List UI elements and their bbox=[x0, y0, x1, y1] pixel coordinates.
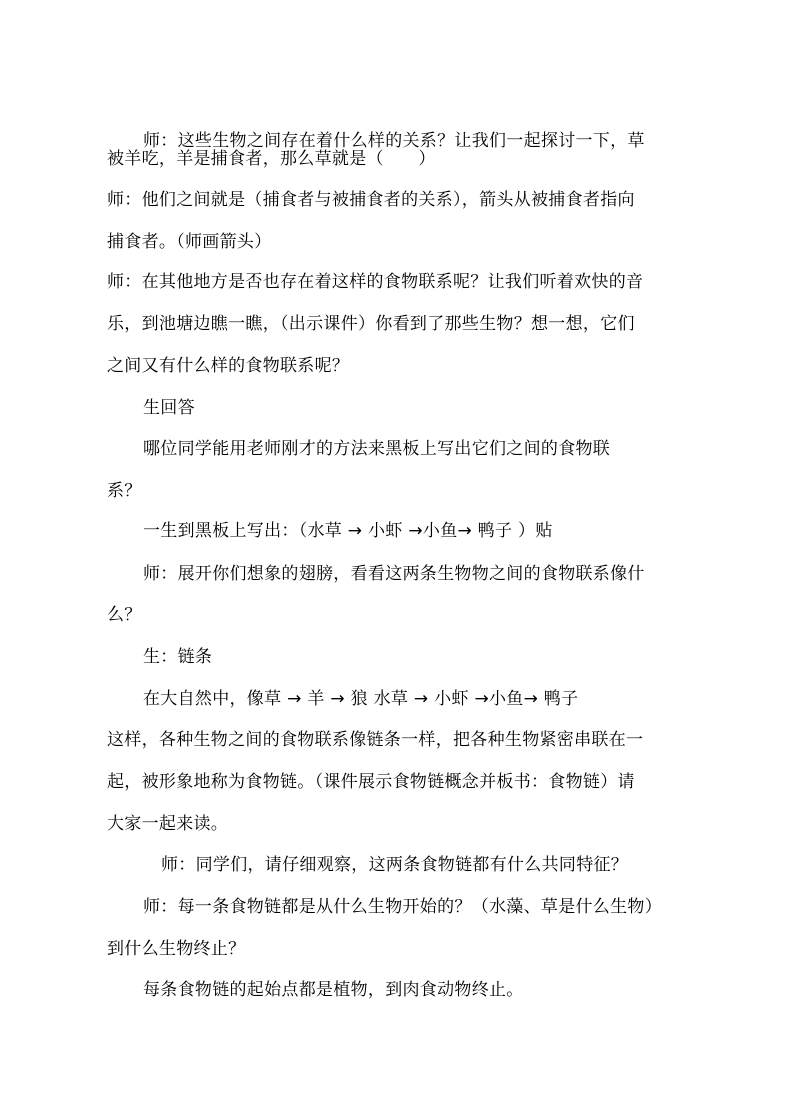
text-line-10: 系？ bbox=[107, 481, 142, 501]
text-line-5: 师：在其他地方是否也存在着这样的食物联系呢？让我们听着欢快的音 bbox=[107, 272, 644, 292]
text-line-9: 哪位同学能用老师刚才的方法来黑板上写出它们之间的食物联 bbox=[143, 439, 611, 459]
text-line-13: 么？ bbox=[107, 605, 142, 625]
text-line-6: 乐，到池塘边瞧一瞧，（出示课件）你看到了那些生物？想一想，它们 bbox=[107, 314, 635, 334]
text-line-7: 之间又有什么样的食物联系呢？ bbox=[107, 356, 350, 376]
text-line-11: 一生到黑板上写出：（水草 → 小虾 →小鱼→ 鸭子 ）贴 bbox=[143, 521, 553, 541]
text-line-2: 被羊吃，羊是捕食者，那么草就是（ ） bbox=[107, 149, 436, 169]
text-line-21: 到什么生物终止？ bbox=[107, 939, 246, 959]
text-line-16: 这样，各种生物之间的食物联系像链条一样，把各种生物紧密串联在一 bbox=[107, 730, 644, 750]
text-line-17: 起，被形象地称为食物链。（课件展示食物链概念并板书：食物链）请 bbox=[107, 772, 635, 792]
text-line-15: 在大自然中，像草 → 羊 → 狼 水草 → 小虾 →小鱼→ 鸭子 bbox=[143, 689, 579, 709]
text-line-22: 每条食物链的起始点都是植物，到肉食动物终止。 bbox=[143, 980, 524, 1000]
text-line-20: 师：每一条食物链都是从什么生物开始的？（水藻、草是什么生物） bbox=[143, 897, 662, 917]
text-line-14: 生：链条 bbox=[143, 647, 213, 667]
text-line-12: 师：展开你们想象的翅膀，看看这两条生物物之间的食物联系像什 bbox=[143, 564, 645, 584]
text-line-3: 师：他们之间就是（捕食者与被捕食者的关系），箭头从被捕食者指向 bbox=[107, 190, 635, 210]
text-line-8: 生回答 bbox=[143, 398, 195, 418]
text-line-18: 大家一起来读。 bbox=[107, 814, 229, 834]
text-line-19: 师：同学们，请仔细观察，这两条食物链都有什么共同特征？ bbox=[161, 855, 629, 875]
text-line-1: 师：这些生物之间存在着什么样的关系？让我们一起探讨一下，草 bbox=[143, 131, 645, 151]
text-line-4: 捕食者。（师画箭头） bbox=[107, 232, 272, 252]
